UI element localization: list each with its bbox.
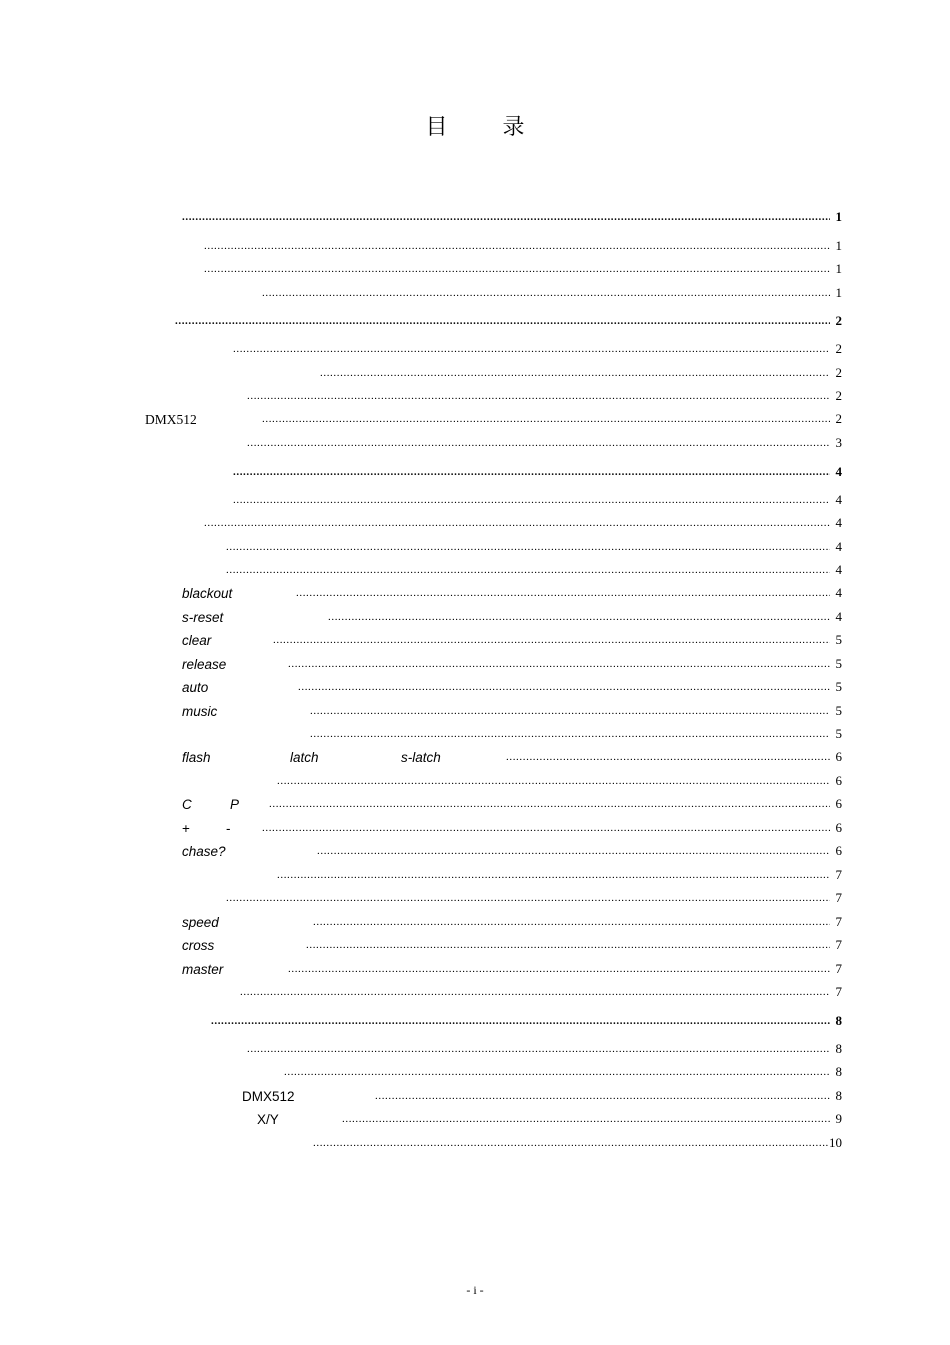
toc-leader-dots [233,493,830,513]
toc-leader-dots [317,844,830,864]
toc-page-number: 1 [835,209,842,224]
toc-entry-label: music [182,704,218,719]
toc-page-number: 4 [835,492,842,507]
toc-entry[interactable] [145,262,842,282]
toc-page-number: 1 [835,238,842,253]
toc-leader-dots [277,774,830,794]
toc-entry[interactable] [145,750,842,770]
toc-entry[interactable] [145,1042,842,1062]
toc-entry[interactable] [145,891,842,911]
toc-entry[interactable] [145,704,842,724]
toc-leader-dots [288,962,830,982]
toc-page-number: 8 [835,1041,842,1056]
toc-entry-label: release [182,657,227,672]
toc-page-number: 7 [835,937,842,952]
toc-page-number: 5 [835,656,842,671]
toc-entry-label: clear [182,633,212,648]
toc-entry[interactable] [145,821,842,841]
toc-page-number: 2 [835,388,842,403]
toc-leader-dots [182,210,830,230]
toc-entry-label: flash [182,750,211,765]
toc-page-number: 7 [835,867,842,882]
toc-page-number: 4 [835,515,842,530]
toc-entry[interactable] [145,610,842,630]
toc-page-number: 1 [835,285,842,300]
toc-entry[interactable] [145,962,842,982]
toc-page-number: 5 [835,703,842,718]
toc-entry-label: blackout [182,586,233,601]
toc-entry-label: DMX512 [242,1089,295,1104]
toc-page-number: 2 [835,411,842,426]
toc-entry-label: X/Y [257,1112,279,1127]
toc-leader-dots [226,540,830,560]
toc-entry[interactable] [145,314,842,334]
toc-page-number: 8 [835,1064,842,1079]
toc-leader-dots [269,797,830,817]
toc-leader-dots [313,915,830,935]
toc-leader-dots [277,868,830,888]
toc-leader-dots [233,342,830,362]
toc-entry[interactable] [145,342,842,362]
toc-entry-label: speed [182,915,219,930]
toc-page-number: 3 [835,435,842,450]
toc-page-number: 5 [835,679,842,694]
toc-entry[interactable] [145,844,842,864]
toc-entry[interactable] [145,680,842,700]
toc-leader-dots [506,750,830,770]
toc-page-number: 8 [835,1088,842,1103]
toc-page-number: 4 [835,539,842,554]
toc-leader-dots [284,1065,830,1085]
toc-page-number: 2 [835,313,842,328]
toc-entry[interactable] [145,1112,842,1132]
toc-leader-dots [211,1014,830,1034]
toc-entry[interactable] [145,366,842,386]
toc-entry[interactable] [145,985,842,1005]
toc-leader-dots [306,938,830,958]
toc-leader-dots [342,1112,830,1132]
toc-entry[interactable] [145,797,842,817]
toc-page-number: 4 [835,609,842,624]
toc-entry[interactable] [145,436,842,456]
toc-leader-dots [313,1136,830,1156]
toc-page-number: 1 [835,261,842,276]
toc-leader-dots [262,821,830,841]
toc-leader-dots [298,680,830,700]
toc-page-number: 9 [835,1111,842,1126]
toc-entry[interactable] [145,1089,842,1109]
toc-entry[interactable] [145,774,842,794]
toc-page-number: 6 [835,843,842,858]
toc-entry[interactable] [145,657,842,677]
toc-page-number: 6 [835,820,842,835]
toc-entry-label: DMX512 [145,412,197,427]
toc-entry[interactable] [145,412,842,432]
toc-page-number: 4 [835,464,842,479]
toc-entry[interactable] [145,516,842,536]
toc-entry[interactable] [145,1136,842,1156]
toc-entry-label: master [182,962,224,977]
toc-entry[interactable] [145,915,842,935]
toc-page-number: 8 [835,1013,842,1028]
toc-leader-dots [247,436,830,456]
page-number-footer: - i - [466,1283,484,1297]
toc-entry-label: + [182,821,190,836]
toc-entry-label: C [182,797,192,812]
toc-entry[interactable] [145,286,842,306]
toc-leader-dots [240,985,830,1005]
toc-entry[interactable] [145,1065,842,1085]
toc-page-number: 4 [835,562,842,577]
toc-leader-dots [247,1042,830,1062]
toc-entry[interactable] [145,239,842,259]
toc-leader-dots [320,366,830,386]
toc-entry-label: latch [290,750,319,765]
toc-leader-dots [233,465,830,485]
toc-leader-dots [175,314,830,334]
toc-page-number: 5 [835,632,842,647]
toc-page-number: 2 [835,365,842,380]
toc-leader-dots [226,563,830,583]
toc-page-number: 2 [835,341,842,356]
toc-page-number: 7 [835,984,842,999]
toc-entry-label: s-reset [182,610,224,625]
toc-entry[interactable] [145,493,842,513]
toc-leader-dots [310,727,830,747]
toc-page-number: 6 [835,749,842,764]
toc-leader-dots [375,1089,830,1109]
toc-leader-dots [296,586,830,606]
toc-entry[interactable] [145,633,842,653]
toc-leader-dots [204,262,830,282]
toc-entry[interactable] [145,540,842,560]
toc-leader-dots [288,657,830,677]
toc-entry[interactable] [145,586,842,606]
toc-leader-dots [273,633,830,653]
toc-entry[interactable] [145,868,842,888]
toc-page-number: 4 [835,585,842,600]
toc-page-number: 7 [835,914,842,929]
toc-page-number: 6 [835,773,842,788]
toc-entry[interactable] [145,389,842,409]
toc-leader-dots [262,412,830,432]
toc-entry-label: auto [182,680,209,695]
toc-entry-label: s-latch [401,750,441,765]
toc-leader-dots [247,389,830,409]
toc-entry[interactable] [145,1014,842,1034]
toc-page-number: 7 [835,961,842,976]
toc-entry[interactable] [145,727,842,747]
toc-leader-dots [328,610,830,630]
toc-entry[interactable] [145,210,842,230]
toc-leader-dots [262,286,830,306]
toc-page-number: 5 [835,726,842,741]
toc-page-number: 7 [835,890,842,905]
toc-entry-label: - [226,821,231,836]
toc-leader-dots [226,891,830,911]
page-title: 目 录 [425,115,549,140]
toc-leader-dots [204,239,830,259]
toc-entry-label: P [230,797,240,812]
toc-page-number: 10 [829,1135,842,1150]
toc-entry-label: chase? [182,844,226,859]
toc-page-number: 6 [835,796,842,811]
toc-leader-dots [204,516,830,536]
toc-entry[interactable] [145,938,842,958]
toc-leader-dots [310,704,830,724]
toc-entry[interactable] [145,563,842,583]
toc-entry-label: cross [182,938,215,953]
toc-entry[interactable] [145,465,842,485]
